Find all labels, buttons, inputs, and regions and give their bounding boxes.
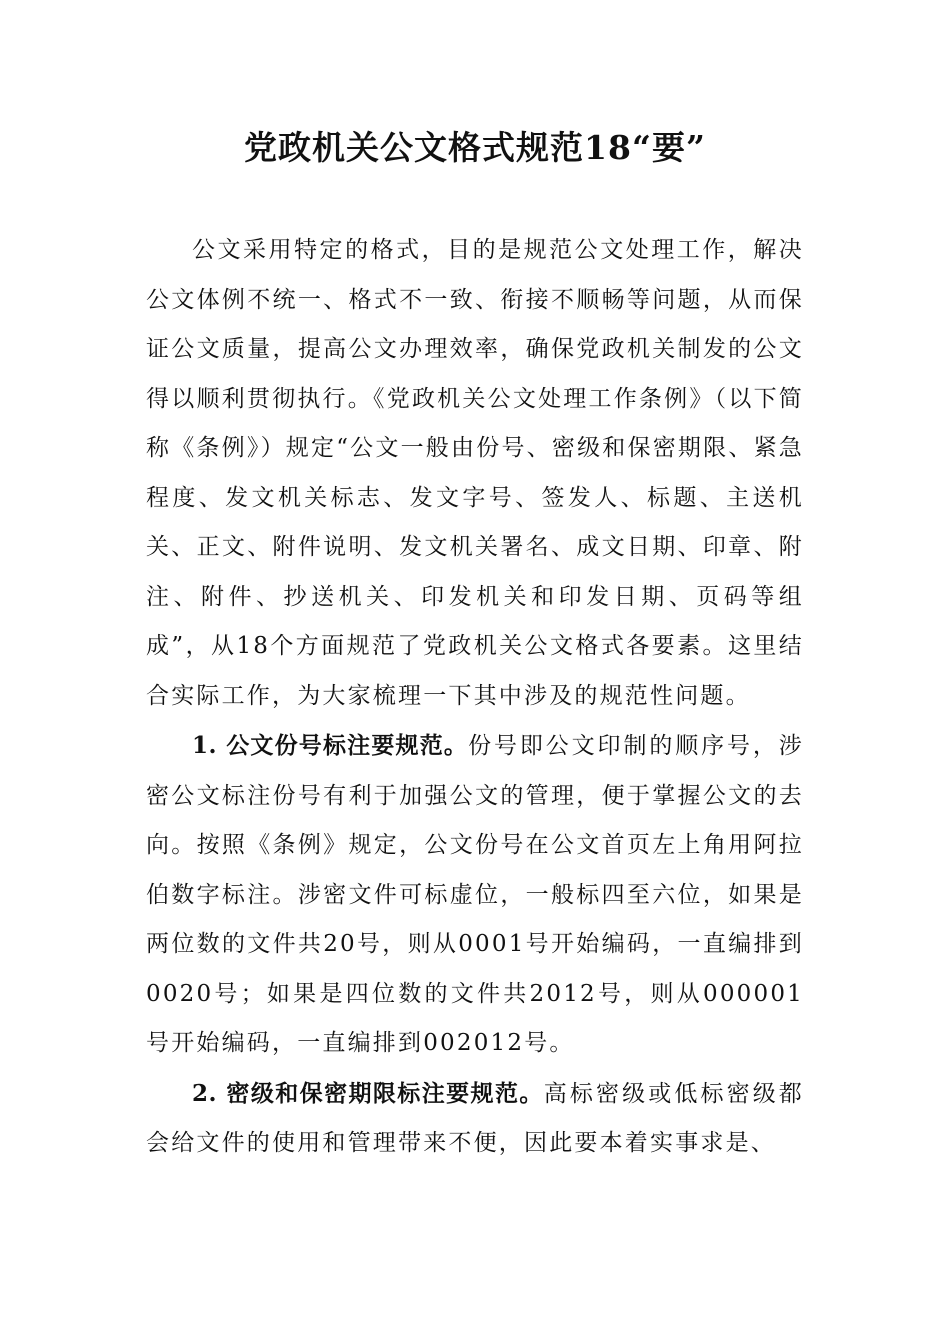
section-heading-2: 2. 密级和保密期限标注要规范。 xyxy=(192,1079,544,1107)
section-heading-1: 1. 公文份号标注要规范。 xyxy=(192,732,469,759)
section-paragraph-2 xyxy=(146,1069,804,1169)
section-paragraph-1 xyxy=(146,721,804,1069)
document-body xyxy=(146,226,804,1169)
intro-paragraph: 公文采用特定的格式，目的是规范公文处理工作，解决公文体例不统一、格式不一致、衔接不顺畅等问题，从而保证公文质量，提高公文办理效率，确保党政机关制发的公文得以顺利贯彻执行。《党政机关公文处理工作条例》（以下简称《条例》）规定“公文一般由份号、密级和保密期限、紧急程度、发文机关标志、发文字号、签发人、标题、主送机关、正文、附件说明、发文机关署名、成文日期、印章、附注、附件、抄送机关、印发机关和印发日期、页码等组成”，从18个方面规范了党政机关公文格式各要素。这里结合实际工作，为大家梳理一下其中涉及的规范性问题。 xyxy=(146,237,804,709)
section-text-2: 高标密级或低标密级都会给文件的使用和管理带来不便，因此要本着实事求是、 xyxy=(146,1080,805,1156)
section-text-1: 份号即公文印制的顺序号，涉密公文标注份号有利于加强公文的管理，便于掌握公文的去向。按照《条例》规定，公文份号在公文首页左上角用阿拉伯数字标注。涉密文件可标虚位，一般标四至六位，如果是两位数的文件共20号，则从0001号开始编码，一直编排到0020号；如果是四位数的文件共2012号，则从000001号开始编码，一直编排到002012号。 xyxy=(146,733,804,1056)
document-title: 党政机关公文格式规范18“要” xyxy=(244,128,706,167)
